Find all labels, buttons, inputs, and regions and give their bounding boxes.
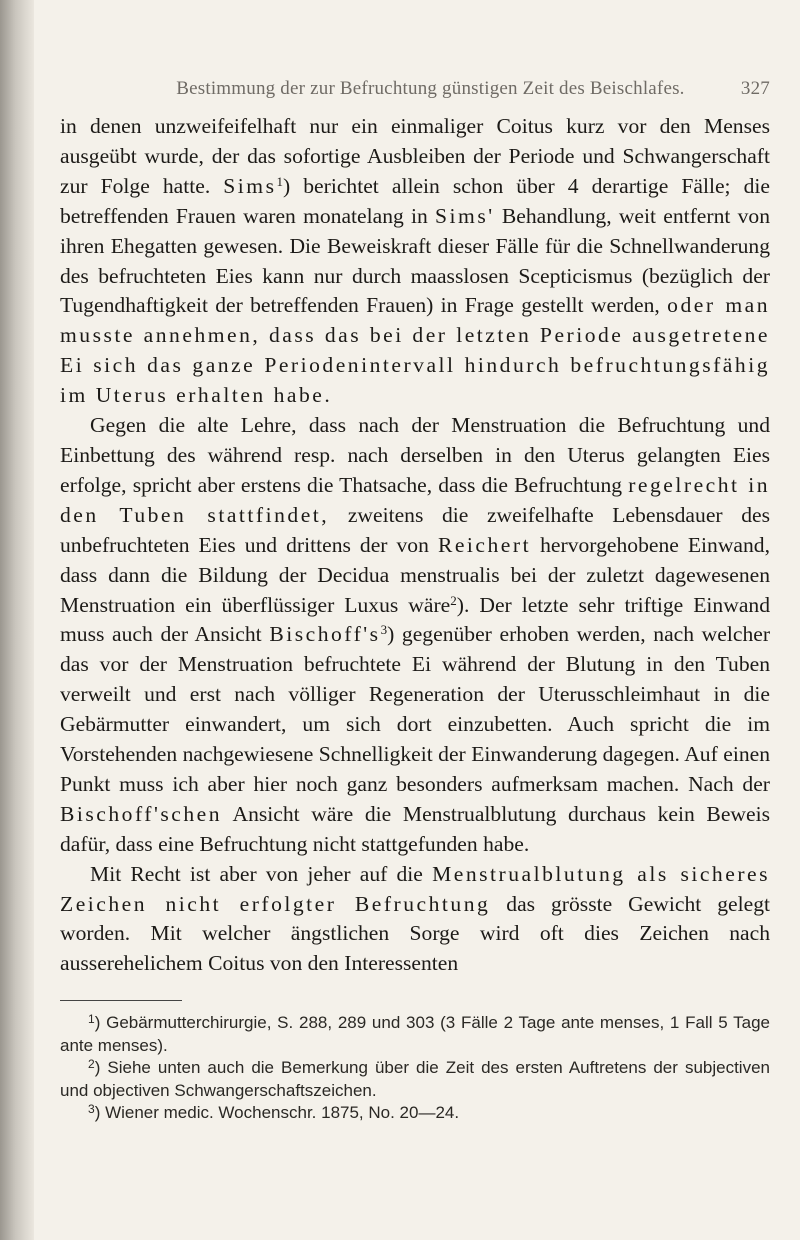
footnote-ref-3[interactable]: 3 xyxy=(380,622,388,638)
emphasized-text: Menstrualblutung als sicheres Zeichen nicht erfolgter Befruchtung xyxy=(60,861,770,916)
footnote-mark: 3 xyxy=(88,1102,95,1116)
page-number: 327 xyxy=(740,78,770,99)
text-run: zweitens die zweifelhafte Lebensdauer des unbefruchteten Eies und drittens der von xyxy=(60,502,770,557)
author-name-sims: Sims xyxy=(223,173,277,198)
text-run: Mit Recht ist aber von jeher auf die xyxy=(90,861,423,886)
body-text xyxy=(60,112,770,979)
text-run: ) gegenüber erhoben werden, nach welcher das vor der Menstruation befruchtete Ei während der Blutung in den Tuben verweilt und erst nach völliger Regeneration der Uterusschleimhaut in die Gebärmutter einwandert, um sich dort einzubetten. Auch spricht die im Vorstehenden nachgewiesene Schnelligkeit der Einwanderung dagegen. Auf einen Punkt muss ich aber hier noch ganz besonders aufmerksam machen. Nach der xyxy=(60,622,771,796)
text-run: Behandlung, weit entfernt von ihren Ehegatten gewesen. Die Beweiskraft dieser Fälle für die Schnellwanderung des befruchteten Eies kann nur durch maasslosen Scepticismus (bezüglich der Tugendhaftigkeit der betreffenden Frauen) in Frage gestellt werden, xyxy=(60,203,770,318)
paragraph-3 xyxy=(60,860,770,980)
running-header xyxy=(120,78,770,100)
text-run: Ansicht wäre die Menstrualblutung durchaus kein Beweis dafür, dass eine Befruchtung nicht stattgefunden habe. xyxy=(60,801,770,856)
author-name-bischoff: Bischoff'schen xyxy=(60,801,223,826)
author-name-reichert: Reichert xyxy=(437,532,532,557)
footnote-mark: 1 xyxy=(88,1012,95,1026)
running-title: Bestimmung der zur Befruchtung günstigen Zeit des Beischlafes. xyxy=(176,78,685,99)
book-binding-shadow xyxy=(0,0,34,1240)
author-name-sims: Sims' xyxy=(435,203,495,228)
footnotes xyxy=(60,1012,770,1125)
book-page xyxy=(60,0,770,1240)
text-run: ). Der letzte sehr triftige Einwand muss auch der Ansicht xyxy=(60,592,771,647)
author-name-bischoff: Bischoff's xyxy=(269,622,381,647)
footnote-2 xyxy=(60,1057,770,1102)
footnote-1 xyxy=(60,1012,770,1057)
footnote-3 xyxy=(60,1102,770,1125)
footnote-text: ) Siehe unten auch die Bemerkung über die Zeit des ersten Auftretens der subjectiven und objectiven Schwangerschaftszeichen. xyxy=(60,1058,770,1100)
footnote-text: ) Gebärmutterchirurgie, S. 288, 289 und 303 (3 Fälle 2 Tage ante menses, 1 Fall 5 Tage ante menses). xyxy=(60,1013,770,1055)
text-run: ) berichtet allein schon über 4 derartige Fälle; die betreffenden Frauen waren monatelang in xyxy=(60,173,770,228)
paragraph-1 xyxy=(60,112,770,411)
emphasized-text: regelrecht in den Tuben stattfindet, xyxy=(60,472,770,527)
text-run: in denen unzweifeifelhaft nur ein einmaliger Coitus kurz vor den Menses ausgeübt wurde, der das sofortige Ausbleiben der Periode und Schwangerschaft zur Folge hatte. xyxy=(60,114,770,198)
footnote-ref-1[interactable]: 1 xyxy=(276,173,284,189)
footnote-text: ) Wiener medic. Wochenschr. 1875, No. 20—24. xyxy=(94,1103,460,1122)
emphasized-text: oder man musste annehmen, dass das bei der letzten Periode ausgetretene Ei sich das ganze Periodenintervall hindurch befruchtungsfähig im Uterus erhalten habe. xyxy=(60,293,770,408)
text-run: hervorgehobene Einwand, dass dann die Bildung der Decidua menstrualis bei der zuletzt dagewesenen Menstruation ein überflüssiger Luxus wäre xyxy=(60,532,771,617)
footnote-ref-2[interactable]: 2 xyxy=(450,592,457,608)
text-run: das grösste Gewicht gelegt worden. Mit welcher ängstlichen Sorge wird oft dies Zeichen nach ausserehelichem Coitus von den Interessenten xyxy=(60,891,770,976)
footnote-separator xyxy=(60,1000,182,1001)
text-run: Gegen die alte Lehre, dass nach der Menstruation die Befruchtung und Einbettung des während resp. nach derselben in den Uterus gelangten Eies erfolge, spricht aber erstens die Thatsache, dass die Befruchtung xyxy=(60,413,770,497)
footnote-mark: 2 xyxy=(88,1057,95,1071)
paragraph-2 xyxy=(60,411,770,860)
